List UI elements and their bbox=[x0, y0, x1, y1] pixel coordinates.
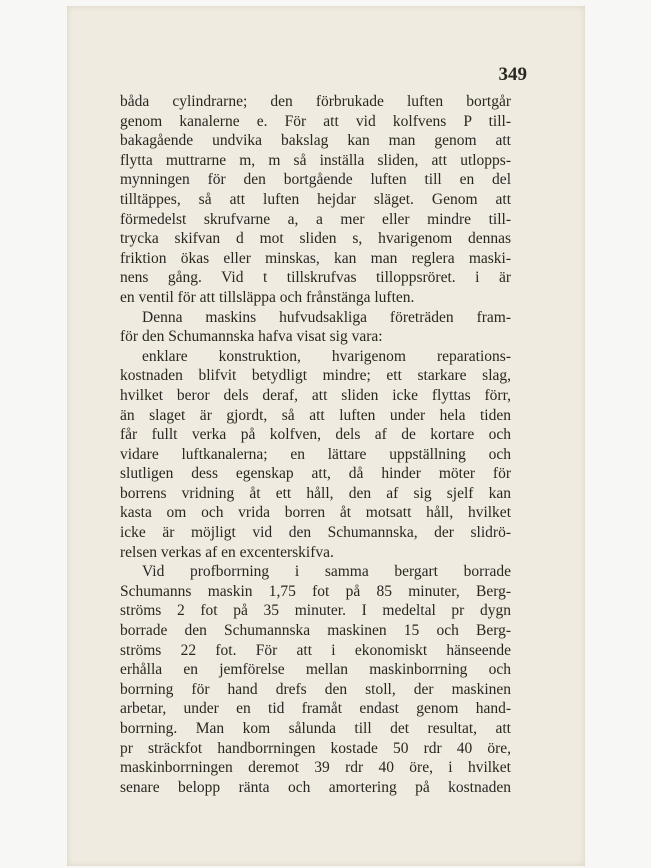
text-line: kostnaden blifvit betydligt mindre; ett starkare slag, bbox=[120, 367, 511, 385]
text-line: senare belopp ränta och amortering på kostnaden bbox=[120, 778, 511, 796]
text-line: friktion ökas eller minskas, kan man reglera maski- bbox=[120, 249, 511, 267]
text-line: nens gång. Vid t tillskrufvas tilloppsröret. i är bbox=[120, 269, 511, 287]
text-line: borrade den Schumannska maskinen 15 och Berg- bbox=[120, 622, 511, 640]
body-text bbox=[120, 92, 511, 797]
text-line: flytta muttrarne m, m så inställa sliden, att utlopps- bbox=[120, 151, 511, 169]
text-line: en ventil för att tillsläppa och frånstänga luften. bbox=[120, 288, 415, 306]
text-line: enklare konstruktion, hvarigenom reparations- bbox=[142, 347, 511, 365]
text-line: båda cylindrarne; den förbrukade luften bortgår bbox=[120, 93, 511, 110]
text-line: kasta om och vrida borren åt motsatt håll, hvilket bbox=[120, 504, 511, 522]
text-line: ströms 2 fot på 35 minuter. I medeltal pr dygn bbox=[120, 602, 511, 620]
text-line: maskinborrningen deremot 39 rdr 40 öre, i hvilket bbox=[120, 759, 511, 777]
text-line: än slaget är gjordt, så att luften under hela tiden bbox=[120, 406, 511, 424]
text-line: Schumanns maskin 1,75 fot på 85 minuter, Berg- bbox=[120, 582, 511, 600]
text-line: borrens vridning åt ett håll, den af sig sjelf kan bbox=[120, 484, 511, 502]
text-line: hvilket beror dels deraf, att sliden icke flyttas förr, bbox=[120, 386, 511, 404]
text-line: för den Schumannska hafva visat sig vara: bbox=[120, 328, 383, 346]
text-line: mynningen för den bortgående luften till en del bbox=[120, 171, 511, 189]
text-line: genom kanalerne e. För att vid kolfvens P till- bbox=[120, 112, 511, 130]
text-line: borrning för hand drefs den stoll, der maskinen bbox=[120, 680, 511, 698]
page-number: 349 bbox=[498, 64, 527, 85]
text-line: arbetar, under en tid framåt endast genom hand- bbox=[120, 700, 511, 718]
text-line: vidare luftkanalerna; en lättare uppställning och bbox=[120, 445, 511, 463]
text-line: Denna maskins hufvudsakliga företräden fram- bbox=[142, 308, 511, 326]
text-line: relsen verkas af en excenterskifva. bbox=[120, 543, 334, 561]
book-page bbox=[67, 6, 585, 866]
text-line: bakagående undvika bakslag kan man genom att bbox=[120, 132, 511, 150]
text-line: förmedelst skrufvarne a, a mer eller mindre till- bbox=[120, 210, 511, 228]
text-line: borrning. Man kom sålunda till det resultat, att bbox=[120, 720, 511, 737]
text-line: trycka skifvan d mot sliden s, hvarigenom dennas bbox=[120, 230, 511, 248]
text-line: får fullt verka på kolfven, dels af de kortare och bbox=[120, 426, 511, 444]
text-line: icke är möjligt vid den Schumannska, der slidrö- bbox=[120, 524, 511, 542]
text-line: slutligen dess egenskap att, då hinder möter för bbox=[120, 465, 511, 483]
text-line: Vid profborrning i samma bergart borrade bbox=[142, 563, 511, 581]
text-line: ströms 22 fot. För att i ekonomiskt hänseende bbox=[120, 641, 511, 659]
text-line: tilltäppes, så att luften hejdar släget. Genom att bbox=[120, 190, 511, 208]
text-line: erhålla en jemförelse mellan maskinborrning och bbox=[120, 661, 511, 679]
text-line: pr sträckfot handborrningen kostade 50 rdr 40 öre, bbox=[120, 739, 511, 757]
